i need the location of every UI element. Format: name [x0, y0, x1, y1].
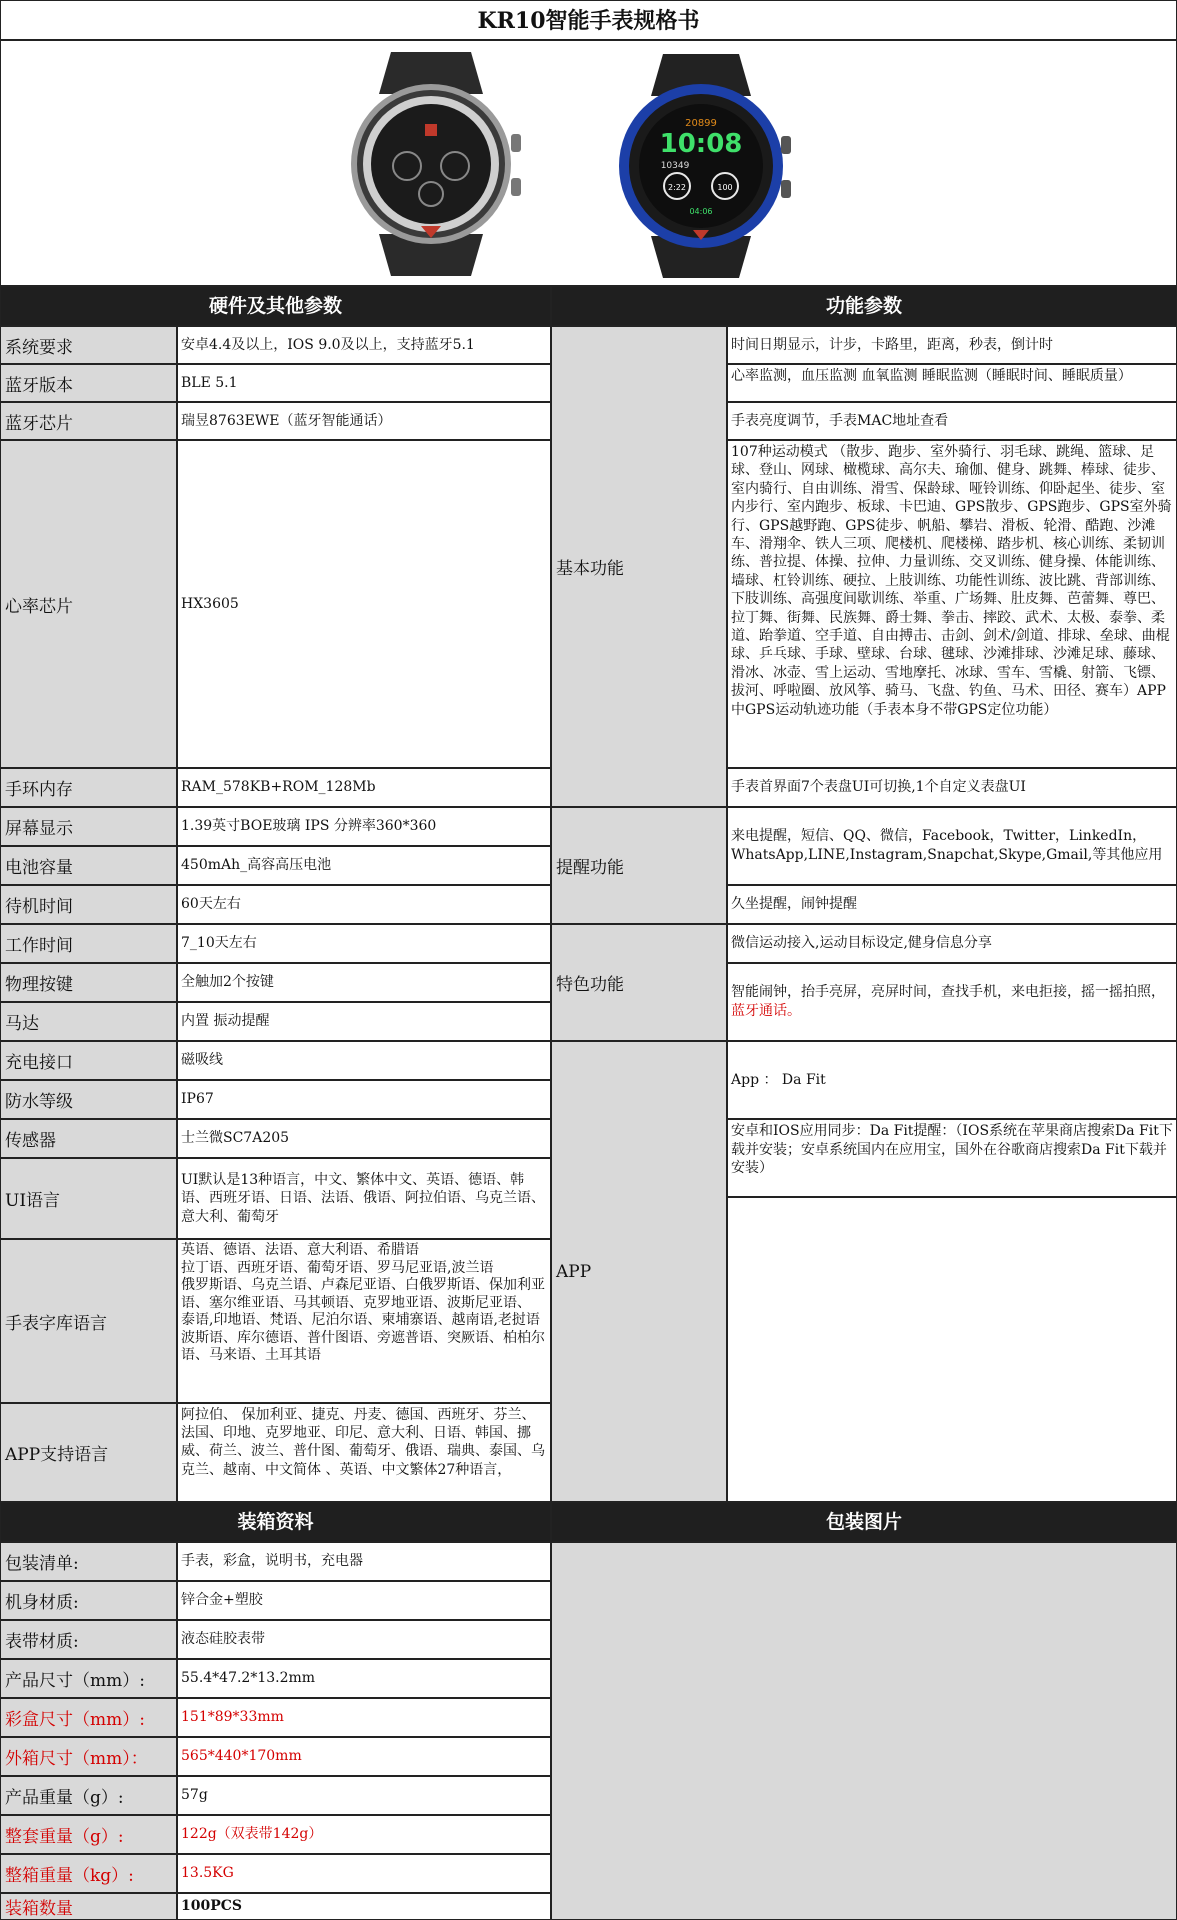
pack-value: 手表，彩盒，说明书，充电器 — [177, 1542, 551, 1581]
func-item-special — [727, 963, 1177, 1041]
svg-text:100: 100 — [717, 183, 733, 192]
func-group-special: 特色功能 — [551, 924, 727, 1041]
hw-label: 屏幕显示 — [0, 807, 177, 846]
page-title: KR10智能手表规格书 — [0, 0, 1177, 40]
func-item-app: App ： Da Fit — [727, 1041, 1177, 1119]
pack-label: 包装清单: — [0, 1542, 177, 1581]
package-image-area — [551, 1542, 1177, 1920]
func-item: 来电提醒，短信、QQ、微信，Facebook，Twitter，LinkedIn，WhatsApp,LINE,Instagram,Snapchat,Skype,Gmail,等其他应用 — [727, 807, 1177, 885]
hw-value: 磁吸线 — [177, 1041, 551, 1080]
hw-label: 待机时间 — [0, 885, 177, 924]
pack-label: 表带材质: — [0, 1620, 177, 1659]
pack-value: 57g — [177, 1776, 551, 1815]
hw-value: HX3605 — [177, 440, 551, 768]
func-group-basic: 基本功能 — [551, 326, 727, 807]
func-item: 手表亮度调节，手表MAC地址查看 — [727, 402, 1177, 440]
pack-label: 产品尺寸（mm）: — [0, 1659, 177, 1698]
hw-value: 士兰微SC7A205 — [177, 1119, 551, 1158]
hw-label: 手表字库语言 — [0, 1239, 177, 1403]
svg-text:20899: 20899 — [685, 118, 717, 129]
pack-value: 55.4*47.2*13.2mm — [177, 1659, 551, 1698]
pack-value: 151*89*33mm — [177, 1698, 551, 1737]
pack-label: 整箱重量（kg）: — [0, 1854, 177, 1893]
hw-label: 手环内存 — [0, 768, 177, 807]
pack-label: 机身材质: — [0, 1581, 177, 1620]
hw-value: BLE 5.1 — [177, 364, 551, 402]
func-item-sports: 107种运动模式 （散步、跑步、室外骑行、羽毛球、跳绳、篮球、足球、登山、网球、橄榄球、高尔夫、瑜伽、健身、跳舞、棒球、徒步、室内骑行、自由训练、滑雪、保龄球、哑铃训练、仰卧起坐、徒步、室内步行、室内跑步、板球、卡巴迪、GPS散步、GPS跑步、GPS室外骑行、GPS越野跑、GPS徒步、帆船、攀岩、滑板、轮滑、酷跑、沙滩车、滑翔伞、铁人三项、爬楼机、爬楼梯、踏步机、核心训练、柔韧训练、普拉提、体操、拉伸、力量训练、交叉训练、健身操、体能训练、墙球、杠铃训练、硬拉、上肢训练、功能性训练、波比跳、背部训练、下肢训练、高强度间歇训练、举重、广场舞、肚皮舞、芭蕾舞、尊巴、拉丁舞、街舞、民族舞、爵士舞、拳击、摔跤、武术、太极、泰拳、柔道、跆拳道、空手道、自由搏击、击剑、剑术/剑道、排球、垒球、曲棍球、乒乓球、手球、壁球、台球、毽球、沙滩排球、沙滩足球、藤球、滑冰、冰壶、雪上运动、雪地摩托、冰球、雪车、雪橇、射箭、飞镖、拔河、呼啦圈、放风筝、骑马、飞盘、钓鱼、马术、田径、赛车）APP中GPS运动轨迹功能（手表本身不带GPS定位功能） — [727, 440, 1177, 768]
watch-silver-image — [351, 52, 521, 276]
bluetooth-call-highlight: 蓝牙通话。 — [731, 1003, 801, 1019]
svg-text:10349: 10349 — [660, 161, 690, 171]
hw-value: 7_10天左右 — [177, 924, 551, 963]
hw-label: 工作时间 — [0, 924, 177, 963]
hw-value: 瑞昱8763EWE（蓝牙智能通话） — [177, 402, 551, 440]
func-item-app-sync: 安卓和IOS应用同步：Da Fit提醒：（IOS系统在苹果商店搜索Da Fit下载并安装；安卓系统国内在应用宝，国外在谷歌商店搜索Da Fit下载并安装） — [727, 1119, 1177, 1197]
hw-value: RAM_578KB+ROM_128Mb — [177, 768, 551, 807]
func-item: 久坐提醒，闹钟提醒 — [727, 885, 1177, 924]
hw-value: 全触加2个按键 — [177, 963, 551, 1002]
hw-label: 心率芯片 — [0, 440, 177, 768]
svg-text:10:08: 10:08 — [659, 129, 743, 159]
svg-text:04:06: 04:06 — [689, 207, 713, 216]
pack-label: 整套重量（g）: — [0, 1815, 177, 1854]
pack-value: 565*440*170mm — [177, 1737, 551, 1776]
func-item: 微信运动接入,运动目标设定,健身信息分享 — [727, 924, 1177, 963]
hw-label: 传感器 — [0, 1119, 177, 1158]
hw-label: 蓝牙版本 — [0, 364, 177, 402]
func-item-text: 智能闹钟，抬手亮屏，亮屏时间，查找手机，来电拒接，摇一摇拍照， — [731, 984, 1165, 1001]
hw-label: 系统要求 — [0, 326, 177, 364]
func-empty-cell — [727, 1197, 1177, 1502]
pack-value: 122g（双表带142g） — [177, 1815, 551, 1854]
pack-value: 13.5KG — [177, 1854, 551, 1893]
pack-label: 装箱数量 — [0, 1893, 177, 1920]
func-item: 时间日期显示，计步，卡路里，距离，秒表，倒计时 — [727, 326, 1177, 364]
pack-value: 锌合金+塑胶 — [177, 1581, 551, 1620]
hw-value: 60天左右 — [177, 885, 551, 924]
product-image-area — [0, 40, 1177, 286]
hw-label: UI语言 — [0, 1158, 177, 1239]
hw-label: 电池容量 — [0, 846, 177, 885]
hw-label: 防水等级 — [0, 1080, 177, 1119]
hw-label: 充电接口 — [0, 1041, 177, 1080]
hw-value: 1.39英寸BOE玻璃 IPS 分辨率360*360 — [177, 807, 551, 846]
pack-label: 外箱尺寸（mm）： — [0, 1737, 177, 1776]
product-photos — [1, 41, 1177, 286]
function-header: 功能参数 — [551, 286, 1177, 326]
hw-value: 安卓4.4及以上，IOS 9.0及以上，支持蓝牙5.1 — [177, 326, 551, 364]
packing-header: 装箱资料 — [0, 1502, 551, 1542]
hw-value: 英语、德语、法语、意大利语、希腊语 拉丁语、西班牙语、葡萄牙语、罗马尼亚语,波兰语 俄罗斯语、乌克兰语、卢森尼亚语、白俄罗斯语、保加利亚语、塞尔维亚语、马其顿语、克罗地亚语、波斯尼亚语、 泰语,印地语、梵语、尼泊尔语、柬埔寨语、越南语,老挝语 波斯语、库尔德语、普什图语、旁遮普语、突厥语、柏柏尔语、马来语、土耳其语 — [177, 1239, 551, 1403]
hw-value: 450mAh_高容高压电池 — [177, 846, 551, 885]
pack-value: 液态硅胶表带 — [177, 1620, 551, 1659]
hw-label: 物理按键 — [0, 963, 177, 1002]
func-group-reminder: 提醒功能 — [551, 807, 727, 924]
hw-value: IP67 — [177, 1080, 551, 1119]
func-item: 心率监测，血压监测 血氧监测 睡眠监测（睡眠时间、睡眠质量） — [727, 364, 1177, 402]
hw-label: 马达 — [0, 1002, 177, 1041]
svg-text:2:22: 2:22 — [668, 183, 686, 192]
hw-value: 阿拉伯、 保加利亚、捷克、丹麦、德国、西班牙、芬兰、法国、印地、克罗地亚、印尼、意大利、日语、韩国、挪威、荷兰、波兰、普什图、葡萄牙、俄语、瑞典、泰国、乌克兰、越南、中文简体 、英语、中文繁体27种语言， — [177, 1403, 551, 1502]
func-item: 手表首界面7个表盘UI可切换,1个自定义表盘UI — [727, 768, 1177, 807]
hw-value: 内置 振动提醒 — [177, 1002, 551, 1041]
hw-label: APP支持语言 — [0, 1403, 177, 1502]
func-group-app: APP — [551, 1041, 727, 1502]
pack-label: 产品重量（g）: — [0, 1776, 177, 1815]
package-image-header: 包装图片 — [551, 1502, 1177, 1542]
pack-label: 彩盒尺寸（mm）: — [0, 1698, 177, 1737]
watch-blue-image — [619, 54, 791, 278]
hw-value: UI默认是13种语言，中文、繁体中文、英语、德语、韩语、西班牙语、日语、法语、俄语、阿拉伯语、乌克兰语、意大利、葡萄牙 — [177, 1158, 551, 1239]
pack-value: 100PCS — [177, 1893, 551, 1920]
hardware-header: 硬件及其他参数 — [0, 286, 551, 326]
hw-label: 蓝牙芯片 — [0, 402, 177, 440]
